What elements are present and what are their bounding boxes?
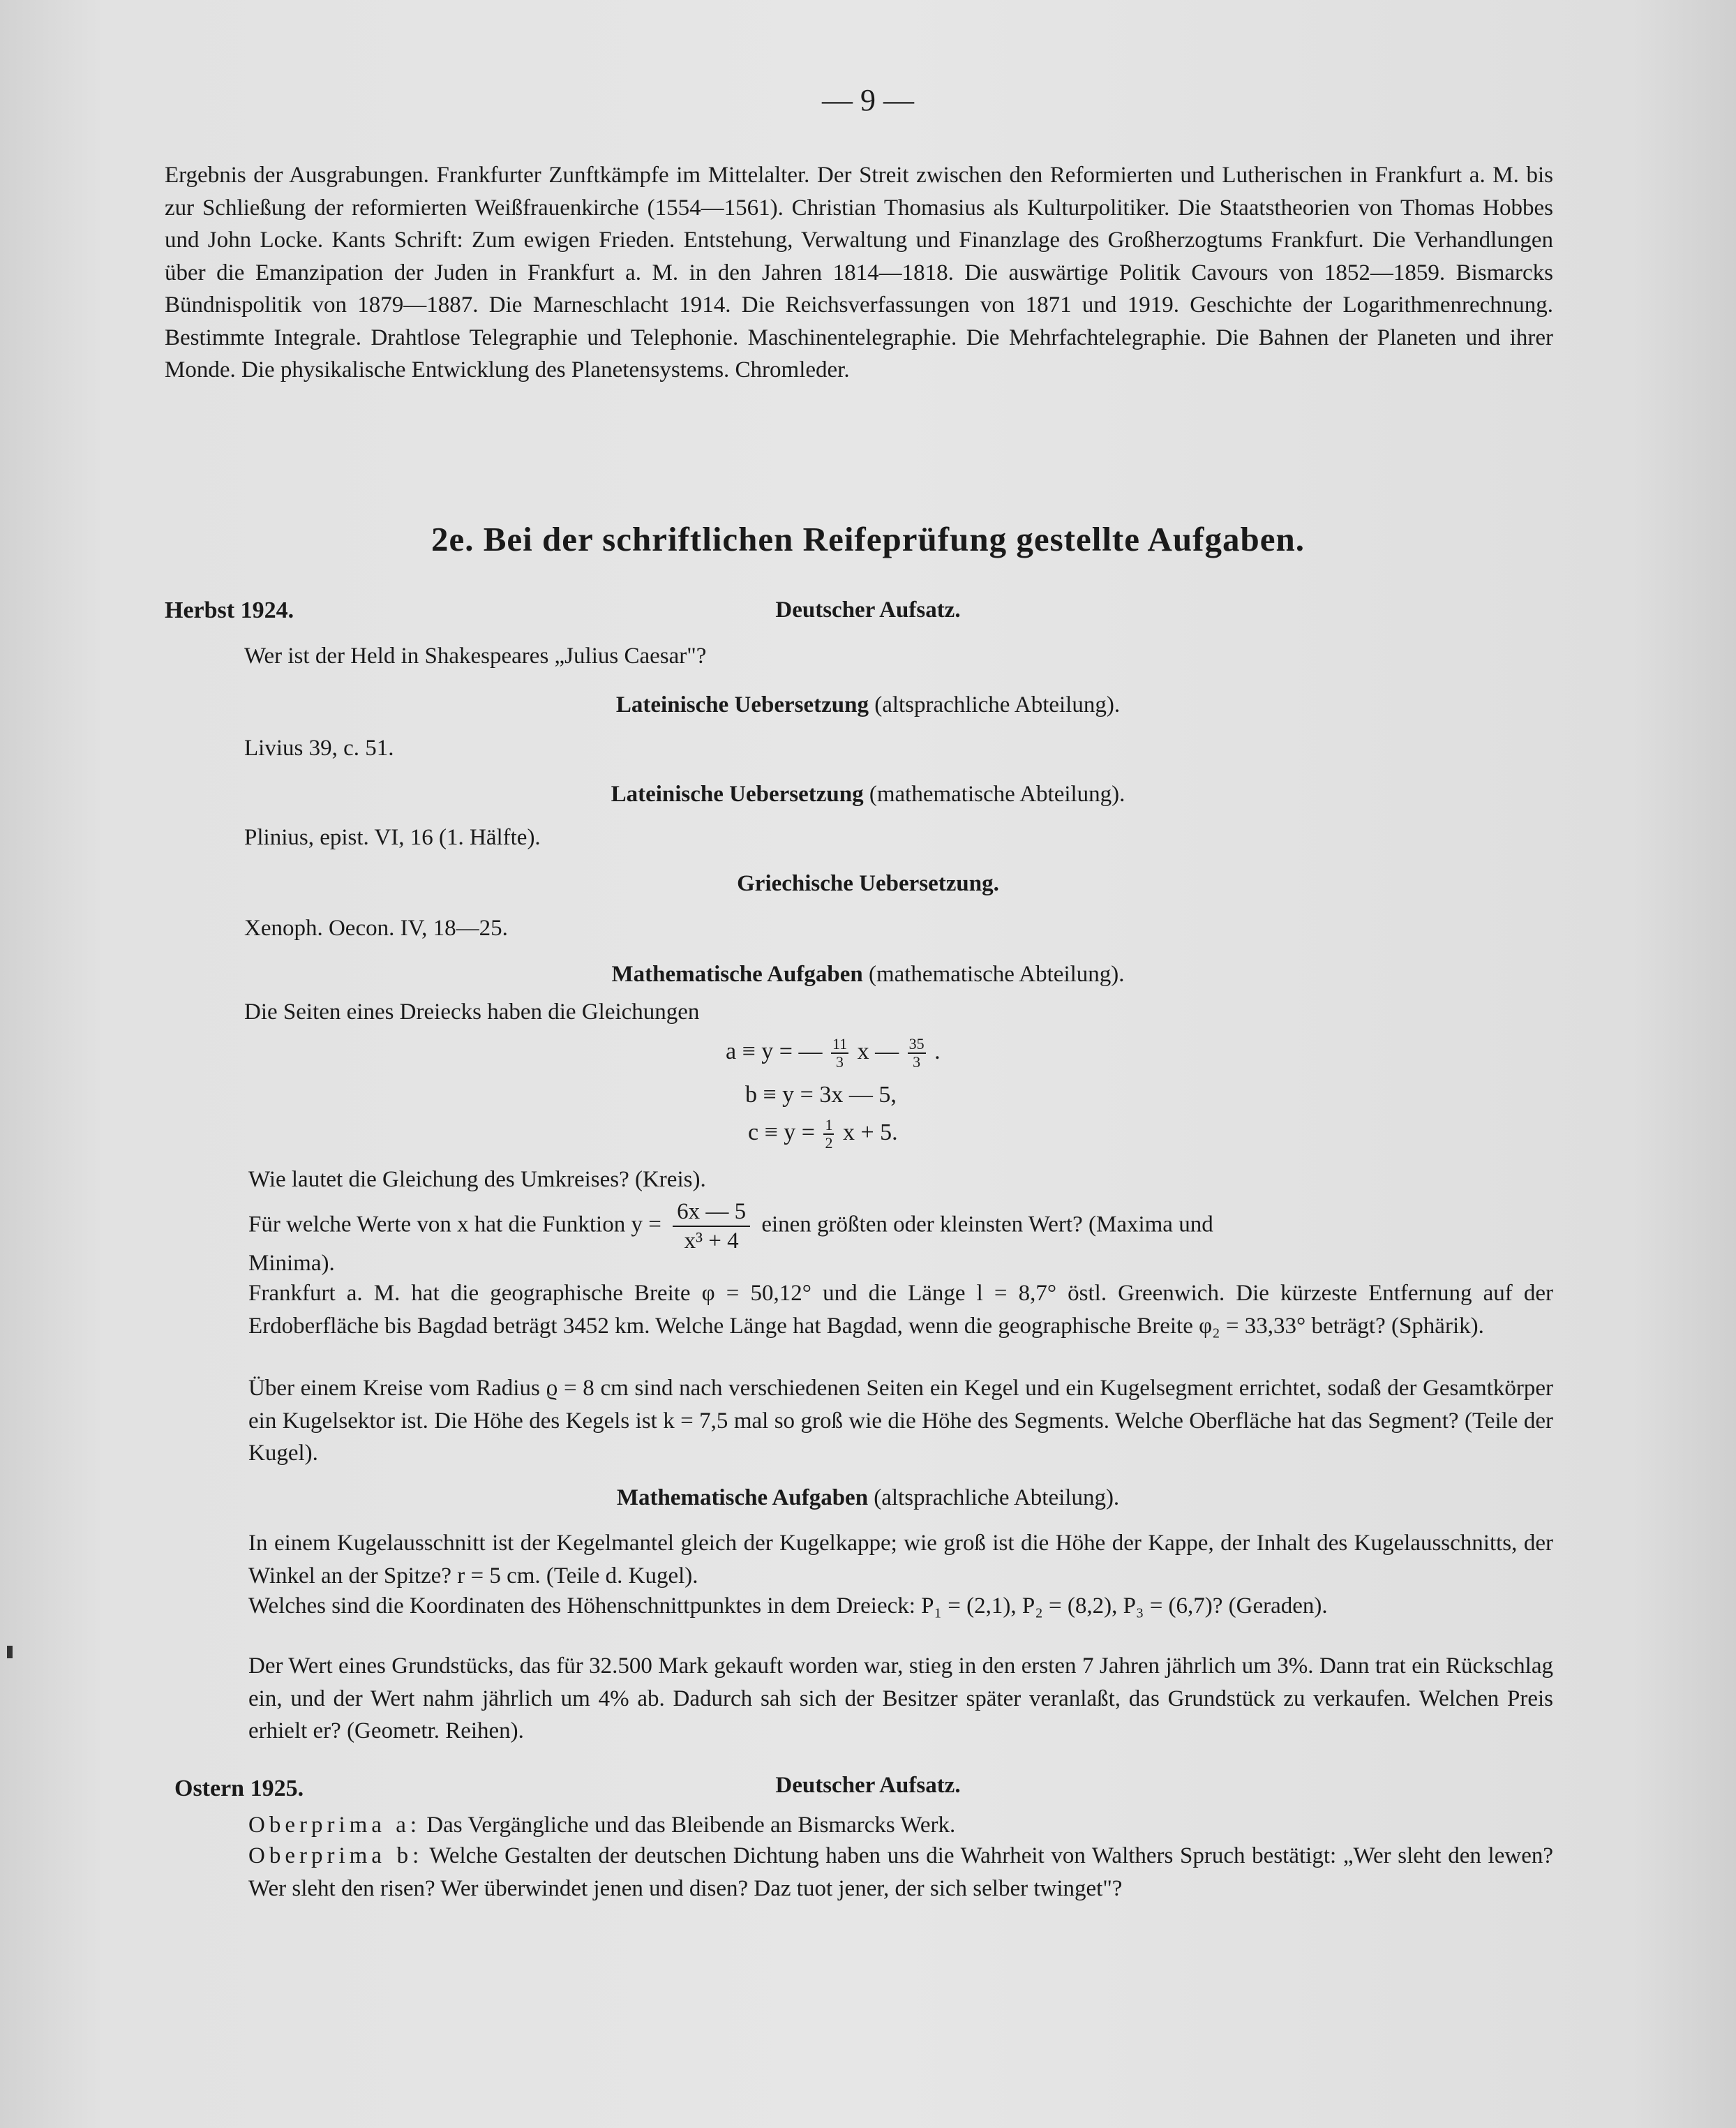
herbst-latein-alt-note: (altsprachliche Abteilung). xyxy=(874,692,1121,717)
task-2-prefix: Für welche Werte von x hat die Funktion y = xyxy=(248,1212,661,1237)
herbst-latein-math-task: Plinius, epist. VI, 16 (1. Hälfte). xyxy=(244,825,541,850)
herbst-math-task-2-cont: Minima). xyxy=(248,1251,335,1276)
fraction-denominator: 3 xyxy=(913,1053,921,1071)
equation-a-fraction-1 xyxy=(831,1036,848,1071)
ostern-task-b-text: Welche Gestalten der deutschen Dichtung haben uns die Wahrheit von Walthers Spruch bestätigt: „Wer sleht den lewen? Wer sleht den risen? Wer überwindet jenen und disen? Daz tuot jener, der sich selber twinget"? xyxy=(248,1843,1553,1901)
fraction-numerator: 11 xyxy=(832,1035,848,1052)
herbst-latein-alt-task: Livius 39, c. 51. xyxy=(244,736,394,761)
fraction-numerator: 35 xyxy=(908,1035,925,1052)
page-number: — 9 — xyxy=(822,83,914,117)
margin-mark xyxy=(7,1646,13,1658)
equation-b: b ≡ y = 3x — 5, xyxy=(745,1082,897,1108)
equation-a xyxy=(726,1036,941,1071)
herbst-latein-alt-heading xyxy=(0,692,1736,718)
ostern-deutsch-title: Deutscher Aufsatz. xyxy=(775,1773,961,1798)
semester-herbst-1924: Herbst 1924. xyxy=(165,597,294,623)
fraction-denominator: 2 xyxy=(825,1134,833,1152)
herbst-math-task-6: Welches sind die Koordinaten des Höhenschnittpunktes in dem Dreieck: P₁ = (2,1), P₂ = (8,2), P₃ = (6,7)? (Geraden). xyxy=(248,1593,1328,1619)
herbst-griech-heading xyxy=(0,871,1736,897)
task-2-suffix: einen größten oder kleinsten Wert? (Maxima und xyxy=(761,1212,1213,1237)
ostern-deutsch-heading xyxy=(0,1773,1736,1799)
equation-c-fraction xyxy=(823,1117,834,1152)
herbst-deutsch-title xyxy=(0,597,1736,623)
fraction-numerator: 6x — 5 xyxy=(673,1198,750,1227)
equation-a-end: . xyxy=(934,1038,941,1064)
section-heading: 2e. Bei der schriftlichen Reifeprüfung gestellte Aufgaben. xyxy=(431,520,1305,558)
herbst-griech-task: Xenoph. Oecon. IV, 18—25. xyxy=(244,916,508,941)
herbst-math-task-7: Der Wert eines Grundstücks, das für 32.500 Mark gekauft worden war, stieg in den ersten 7 Jahren jährlich um 3%. Dann trat ein Rückschlag ein, und der Wert nahm jährlich um 4% ab. Dadurch sah sich der Besitzer später veranlaßt, das Grundstück zu verkaufen. Welchen Preis erhielt er? (Geometr. Reihen). xyxy=(248,1653,1553,1743)
ostern-task-b xyxy=(248,1840,1553,1905)
semester-ostern-1925: Ostern 1925. xyxy=(174,1776,304,1801)
equation-a-mid: x — xyxy=(857,1038,899,1064)
herbst-deutsch-title-text: Deutscher Aufsatz. xyxy=(775,597,961,623)
ostern-task-a-text: Das Vergängliche und das Bleibende an Bismarcks Werk. xyxy=(426,1813,956,1838)
herbst-math-heading xyxy=(0,962,1736,988)
herbst-math-task-1: Wie lautet die Gleichung des Umkreises? (Kreis). xyxy=(248,1167,706,1192)
equation-a-left: a ≡ y = — xyxy=(726,1038,823,1064)
ostern-task-a-label: Oberprima a: xyxy=(248,1813,421,1838)
herbst-math-task-3: Frankfurt a. M. hat die geographische Breite φ = 50,12° und die Länge l = 8,7° östl. Greenwich. Die kürzeste Entfernung auf der Erdoberfläche bis Bagdad beträgt 3452 km. Welche Länge hat Bagdad, wenn die geographische Breite φ₂ = 33,33° beträgt? (Sphärik). xyxy=(248,1281,1553,1339)
fraction-numerator: 1 xyxy=(825,1116,833,1133)
herbst-math-title: Mathematische Aufgaben xyxy=(611,962,863,987)
equation-a-fraction-2 xyxy=(908,1036,926,1071)
equation-c-left: c ≡ y = xyxy=(748,1119,815,1145)
fraction-denominator: x³ + 4 xyxy=(684,1228,739,1253)
fraction-denominator: 3 xyxy=(836,1053,844,1071)
equation-c xyxy=(748,1117,898,1152)
ostern-task-b-label: Oberprima b: xyxy=(248,1843,424,1868)
herbst-math-alt-title: Mathematische Aufgaben xyxy=(616,1485,869,1510)
herbst-math-alt-heading xyxy=(0,1485,1736,1511)
herbst-math-alt-note: (altsprachliche Abteilung). xyxy=(874,1485,1120,1510)
herbst-latein-math-title: Lateinische Uebersetzung xyxy=(611,782,864,807)
herbst-math-note: (mathematische Abteilung). xyxy=(868,962,1125,987)
ostern-task-a xyxy=(248,1809,1553,1842)
equation-c-end: x + 5. xyxy=(842,1119,898,1145)
herbst-latein-alt-title: Lateinische Uebersetzung xyxy=(615,692,869,717)
herbst-latein-math-heading xyxy=(0,782,1736,808)
herbst-math-task-2 xyxy=(248,1198,1213,1255)
herbst-math-intro: Die Seiten eines Dreiecks haben die Gleichungen xyxy=(244,999,700,1025)
herbst-latein-math-note: (mathematische Abteilung). xyxy=(869,782,1125,807)
herbst-math-task-4: Über einem Kreise vom Radius ϱ = 8 cm sind nach verschiedenen Seiten ein Kegel und ein Kugelsegment errichtet, sodaß der Gesamtkörper ein Kugelsektor ist. Die Höhe des Kegels ist k = 7,5 mal so groß wie die Höhe des Segments. Welche Oberfläche hat das Segment? (Teile der Kugel). xyxy=(248,1376,1553,1466)
herbst-math-task-5: In einem Kugelausschnitt ist der Kegelmantel gleich der Kugelkappe; wie groß ist die Höhe der Kappe, der Inhalt des Kugelausschnitts, der Winkel an der Spitze? r = 5 cm. (Teile d. Kugel). xyxy=(248,1531,1553,1588)
intro-topics-paragraph: Ergebnis der Ausgrabungen. Frankfurter Zunftkämpfe im Mittelalter. Der Streit zwischen den Reformierten und Lutherischen in Frankfurt a. M. bis zur Schließung der reformierten Weißfrauenkirche (1554—1561). Christian Thomasius als Kulturpolitiker. Die Staatstheorien von Thomas Hobbes und John Locke. Kants Schrift: Zum ewigen Frieden. Entstehung, Verwaltung und Finanzlage des Großherzogtums Frankfurt. Die Verhandlungen über die Emanzipation der Juden in Frankfurt a. M. in den Jahren 1814—1818. Die auswärtige Politik Cavours von 1852—1859. Bismarcks Bündnispolitik von 1879—1887. Die Marneschlacht 1914. Die Reichsverfassungen von 1871 und 1919. Geschichte der Logarithmenrechnung. Bestimmte Integrale. Drahtlose Telegraphie und Telephonie. Maschinentelegraphie. Die Mehrfachtelegraphie. Die Bahnen der Planeten und ihrer Monde. Die physikalische Entwicklung des Planetensystems. Chromleder. xyxy=(165,163,1553,382)
herbst-deutsch-task: Wer ist der Held in Shakespeares „Julius Caesar"? xyxy=(244,643,707,669)
task-2-fraction xyxy=(673,1198,750,1255)
herbst-griech-title: Griechische Uebersetzung. xyxy=(737,871,999,896)
